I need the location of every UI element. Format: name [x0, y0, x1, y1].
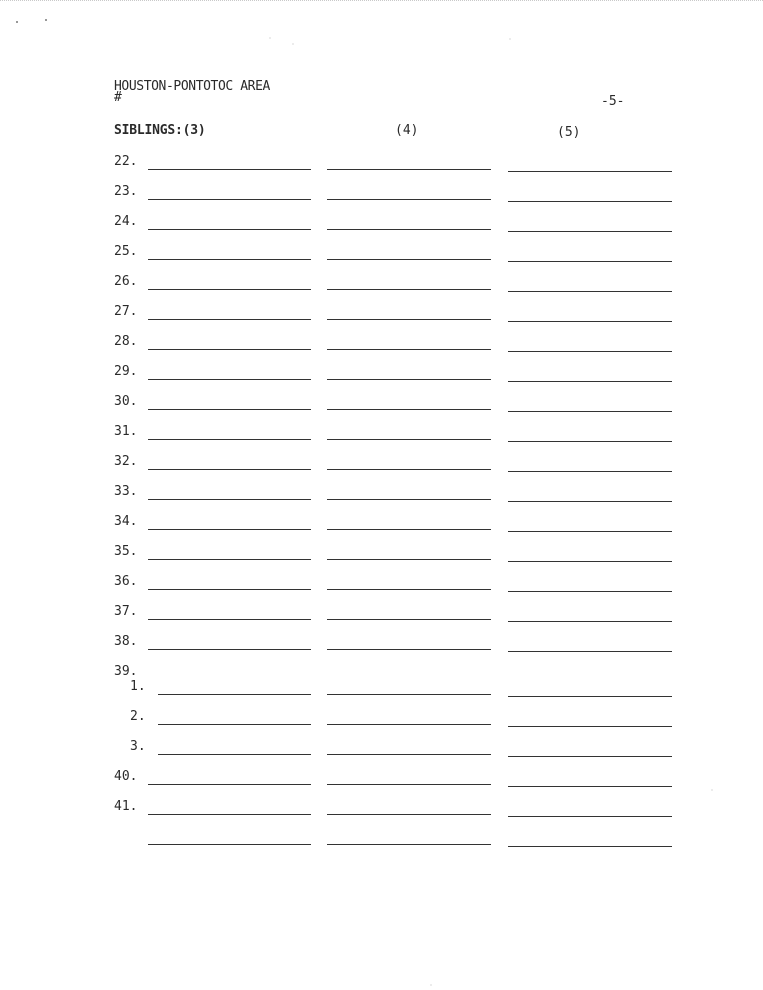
- question-number: 23.: [114, 184, 138, 199]
- answer-line-col5[interactable]: [508, 696, 672, 697]
- answer-line-col4[interactable]: [327, 589, 491, 590]
- answer-line-col5[interactable]: [508, 651, 672, 652]
- answer-line-col4[interactable]: [327, 499, 491, 500]
- answer-line-col3[interactable]: [148, 619, 311, 620]
- answer-line-col4[interactable]: [327, 559, 491, 560]
- answer-line-col3[interactable]: [148, 499, 311, 500]
- answer-line-col4[interactable]: [327, 229, 491, 230]
- answer-line-col5[interactable]: [508, 531, 672, 532]
- question-number: 31.: [114, 424, 138, 439]
- question-number: 39.: [114, 664, 138, 679]
- answer-line-col5[interactable]: [508, 351, 672, 352]
- answer-line-col3[interactable]: [158, 754, 311, 755]
- answer-line-col4[interactable]: [327, 289, 491, 290]
- question-number: 26.: [114, 274, 138, 289]
- answer-line-col5[interactable]: [508, 846, 672, 847]
- question-number: 38.: [114, 634, 138, 649]
- answer-line-col3[interactable]: [148, 259, 311, 260]
- answer-line-col4[interactable]: [327, 469, 491, 470]
- answer-line-col5[interactable]: [508, 261, 672, 262]
- sub-item-number: 3.: [130, 739, 146, 754]
- answer-line-col5[interactable]: [508, 201, 672, 202]
- answer-line-col3[interactable]: [148, 814, 311, 815]
- answer-line-col5[interactable]: [508, 786, 672, 787]
- answer-line-col5[interactable]: [508, 291, 672, 292]
- question-number: 22.: [114, 154, 138, 169]
- question-number: 24.: [114, 214, 138, 229]
- page-number: -5-: [601, 94, 625, 109]
- answer-line-col5[interactable]: [508, 231, 672, 232]
- answer-line-col3[interactable]: [148, 229, 311, 230]
- answer-line-col5[interactable]: [508, 561, 672, 562]
- answer-line-col3[interactable]: [148, 319, 311, 320]
- answer-line-col4[interactable]: [327, 529, 491, 530]
- answer-line-col5[interactable]: [508, 756, 672, 757]
- answer-line-col4[interactable]: [327, 754, 491, 755]
- answer-line-col4[interactable]: [327, 844, 491, 845]
- answer-line-col3[interactable]: [158, 694, 311, 695]
- answer-line-col4[interactable]: [327, 724, 491, 725]
- answer-line-col5[interactable]: [508, 441, 672, 442]
- answer-line-col4[interactable]: [327, 199, 491, 200]
- answer-line-col5[interactable]: [508, 471, 672, 472]
- record-number-mark: #: [114, 90, 122, 105]
- answer-line-col3[interactable]: [148, 529, 311, 530]
- sub-item-number: 2.: [130, 709, 146, 724]
- answer-line-col5[interactable]: [508, 381, 672, 382]
- question-number: 29.: [114, 364, 138, 379]
- question-number: 28.: [114, 334, 138, 349]
- column-4-heading: (4): [395, 123, 419, 138]
- question-number: 40.: [114, 769, 138, 784]
- answer-line-col3[interactable]: [148, 844, 311, 845]
- answer-line-col5[interactable]: [508, 171, 672, 172]
- question-number: 34.: [114, 514, 138, 529]
- answer-line-col3[interactable]: [148, 349, 311, 350]
- answer-line-col3[interactable]: [158, 724, 311, 725]
- answer-line-col5[interactable]: [508, 591, 672, 592]
- answer-line-col4[interactable]: [327, 439, 491, 440]
- answer-line-col5[interactable]: [508, 621, 672, 622]
- question-number: 36.: [114, 574, 138, 589]
- answer-line-col5[interactable]: [508, 501, 672, 502]
- answer-line-col3[interactable]: [148, 649, 311, 650]
- question-number: 41.: [114, 799, 138, 814]
- answer-line-col3[interactable]: [148, 199, 311, 200]
- area-heading: HOUSTON-PONTOTOC AREA: [114, 79, 270, 94]
- answer-line-col3[interactable]: [148, 469, 311, 470]
- question-number: 33.: [114, 484, 138, 499]
- answer-line-col4[interactable]: [327, 409, 491, 410]
- answer-line-col3[interactable]: [148, 784, 311, 785]
- answer-line-col4[interactable]: [327, 319, 491, 320]
- answer-line-col3[interactable]: [148, 439, 311, 440]
- question-number: 27.: [114, 304, 138, 319]
- question-number: 37.: [114, 604, 138, 619]
- answer-line-col4[interactable]: [327, 619, 491, 620]
- answer-line-col4[interactable]: [327, 814, 491, 815]
- answer-line-col5[interactable]: [508, 411, 672, 412]
- answer-line-col3[interactable]: [148, 589, 311, 590]
- answer-line-col5[interactable]: [508, 726, 672, 727]
- answer-line-col5[interactable]: [508, 816, 672, 817]
- answer-line-col3[interactable]: [148, 289, 311, 290]
- answer-line-col3[interactable]: [148, 559, 311, 560]
- siblings-column-3-heading: SIBLINGS:(3): [114, 123, 206, 138]
- sub-item-number: 1.: [130, 679, 146, 694]
- question-number: 30.: [114, 394, 138, 409]
- answer-line-col4[interactable]: [327, 169, 491, 170]
- answer-line-col5[interactable]: [508, 321, 672, 322]
- answer-line-col3[interactable]: [148, 409, 311, 410]
- question-number: 25.: [114, 244, 138, 259]
- question-number: 35.: [114, 544, 138, 559]
- answer-line-col3[interactable]: [148, 379, 311, 380]
- question-number: 32.: [114, 454, 138, 469]
- answer-line-col4[interactable]: [327, 784, 491, 785]
- answer-line-col4[interactable]: [327, 349, 491, 350]
- column-5-heading: (5): [557, 125, 581, 140]
- answer-line-col4[interactable]: [327, 694, 491, 695]
- answer-line-col4[interactable]: [327, 379, 491, 380]
- answer-line-col4[interactable]: [327, 259, 491, 260]
- answer-line-col3[interactable]: [148, 169, 311, 170]
- answer-line-col4[interactable]: [327, 649, 491, 650]
